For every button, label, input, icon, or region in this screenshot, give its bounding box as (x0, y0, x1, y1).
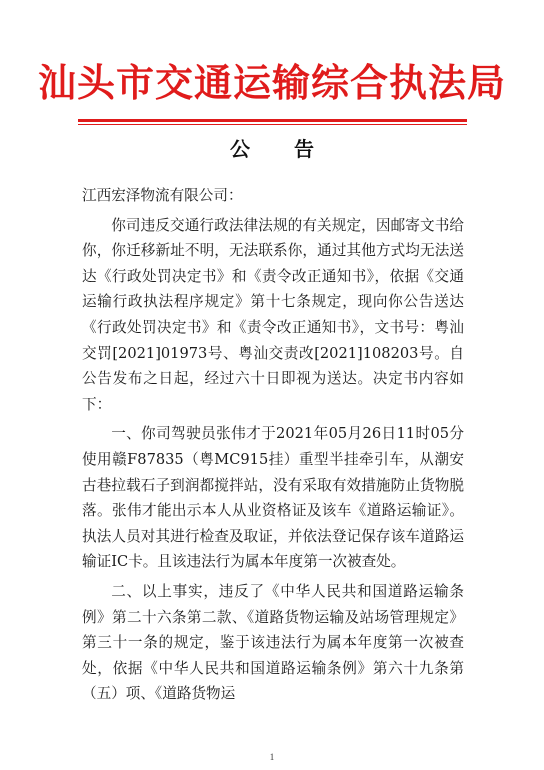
notice-body (82, 183, 464, 711)
masthead-rule-thin (78, 124, 467, 125)
organization-masthead: 汕头市交通运输综合执法局 (37, 60, 506, 105)
notice-title: 公告 (230, 137, 358, 161)
salutation: 江西宏泽物流有限公司： (82, 187, 243, 204)
masthead-rule-thick (78, 119, 467, 122)
paragraph-legal-basis: 二、以上事实，违反了《中华人民共和国道路运输条例》第二十六条第二款、《道路货物运输及站场管理规定》第三十一条的规定，鉴于该违法行为属本年度第一次被查处，依据《中华人民共和国道路运输条例》第六十九条第（五）项、《道路货物运 (82, 582, 464, 703)
page-number: 1 (269, 752, 275, 762)
paragraph-facts: 一、你司驾驶员张伟才于2021年05月26日11时05分使用赣F87835（粤MC915挂）重型半挂牵引车，从潮安古巷拉载石子到润都搅拌站，没有采取有效措施防止货物脱落。张伟才能出示本人从业资格证及该车《道路运输证》。执法人员对其进行检查及取证，并依法登记保存该车道路运输证IC卡。且该违法行为属本年度第一次被查处。 (82, 425, 464, 571)
paragraph-intro: 你司违反交通行政法律法规的有关规定，因邮寄文书给你，你迁移新址不明，无法联系你，通过其他方式均无法送达《行政处罚决定书》和《责令改正通知书》，依据《交通运输行政执法程序规定》第十七条规定，现向你公告送达《行政处罚决定书》和《责令改正通知书》，文书号：粤汕交罚[2021]01973号、粤汕交责改[2021]108203号。自公告发布之日起，经过六十日即视为送达。决定书内容如下： (82, 216, 464, 413)
